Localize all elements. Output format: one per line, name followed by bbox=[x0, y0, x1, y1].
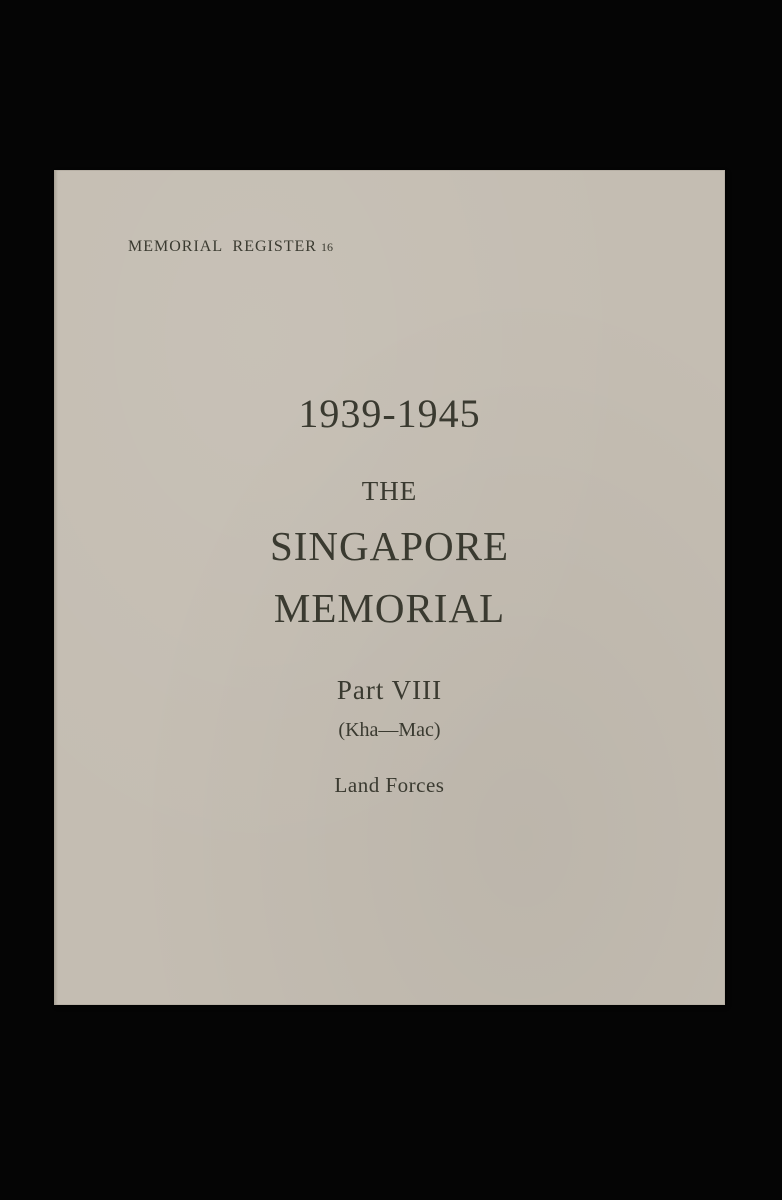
series-label-text: MEMORIAL REGISTER bbox=[128, 238, 317, 255]
book-cover bbox=[54, 170, 725, 1005]
subtitle: Land Forces bbox=[334, 773, 445, 797]
series-label bbox=[128, 238, 333, 256]
name-range: (Kha—Mac) bbox=[338, 719, 441, 741]
part-number: Part VIII bbox=[336, 675, 443, 705]
years-heading: 1939-1945 bbox=[298, 391, 481, 436]
title-line-1: THE bbox=[361, 476, 418, 506]
title-line-3: MEMORIAL bbox=[273, 585, 506, 631]
series-number: 16 bbox=[320, 240, 333, 254]
title-line-2: SINGAPORE bbox=[269, 523, 510, 569]
